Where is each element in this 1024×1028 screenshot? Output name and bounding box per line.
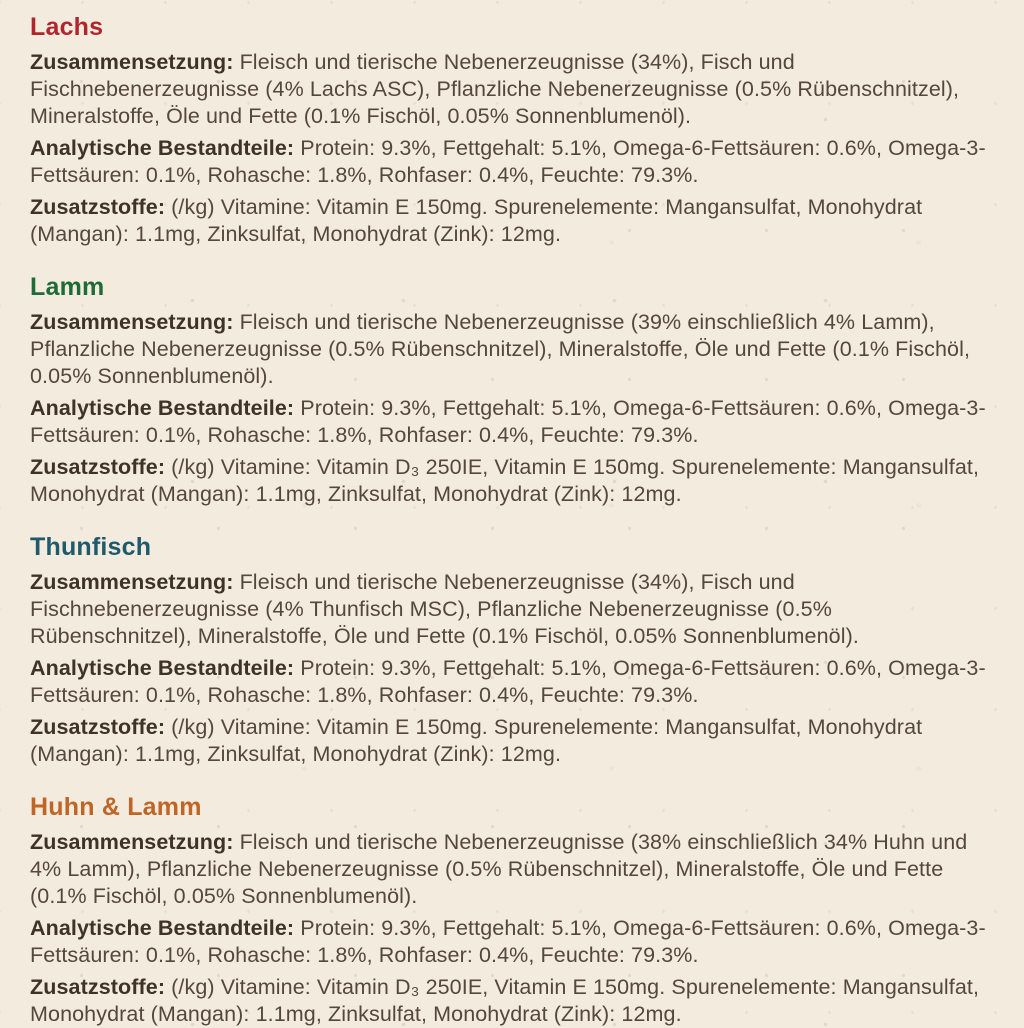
section-title-lamm: Lamm (30, 273, 105, 301)
composition-text: Fleisch und tierische Nebenerzeugnisse (34%), Fisch und Fischnebenerzeugnisse (4% Lachs ASC), Pflanzliche Nebenerzeugnisse (0.5% Rübenschnitzel), Mineralstoffe, Öle und Fette (0.1% Fischöl, 0.05% Sonnenblumenöl). (30, 50, 960, 128)
analytical-constituents-label: Analytische Bestandteile: (30, 136, 295, 160)
section-title-lachs: Lachs (30, 13, 104, 41)
analytical-constituents-text: Protein: 9.3%, Fettgehalt: 5.1%, Omega-6-Fettsäuren: 0.6%, Omega-3-Fettsäuren: 0.1%, Rohasche: 1.8%, Rohfaser: 0.4%, Feuchte: 79.3%. (30, 656, 986, 707)
additives-text: (/kg) Vitamine: Vitamin D₃ 250IE, Vitamin E 150mg. Spurenelemente: Mangansulfat, Monohydrat (Mangan): 1.1mg, Zinksulfat, Monohydrat (Zink): 12mg. (30, 455, 980, 506)
composition-text: Fleisch und tierische Nebenerzeugnisse (38% einschließlich 34% Huhn und 4% Lamm), Pflanzliche Nebenerzeugnisse (0.5% Rübenschnitzel), Mineralstoffe, Öle und Fette (0.1% Fischöl, 0.05% Sonnenblumenöl). (30, 830, 968, 908)
additives-paragraph (30, 194, 990, 248)
composition-label: Zusammensetzung: (30, 570, 234, 594)
analytical-constituents-paragraph (30, 135, 990, 189)
section-lachs (30, 12, 990, 248)
composition-text: Fleisch und tierische Nebenerzeugnisse (34%), Fisch und Fischnebenerzeugnisse (4% Thunfisch MSC), Pflanzliche Nebenerzeugnisse (0.5% Rübenschnitzel), Mineralstoffe, Öle und Fette (0.1% Fischöl, 0.05% Sonnenblumenöl). (30, 570, 859, 648)
composition-paragraph (30, 309, 990, 390)
additives-label: Zusatzstoffe: (30, 975, 166, 999)
section-huhn-lamm (30, 792, 990, 1028)
analytical-constituents-paragraph (30, 655, 990, 709)
analytical-constituents-label: Analytische Bestandteile: (30, 916, 295, 940)
analytical-constituents-label: Analytische Bestandteile: (30, 396, 295, 420)
composition-label: Zusammensetzung: (30, 310, 234, 334)
section-title-thunfisch: Thunfisch (30, 533, 152, 561)
section-lamm (30, 272, 990, 508)
additives-label: Zusatzstoffe: (30, 455, 166, 479)
additives-text: (/kg) Vitamine: Vitamin E 150mg. Spurenelemente: Mangansulfat, Monohydrat (Mangan): 1.1mg, Zinksulfat, Monohydrat (Zink): 12mg. (30, 715, 923, 766)
additives-paragraph (30, 454, 990, 508)
additives-text: (/kg) Vitamine: Vitamin D₃ 250IE, Vitamin E 150mg. Spurenelemente: Mangansulfat, Monohydrat (Mangan): 1.1mg, Zinksulfat, Monohydrat (Zink): 12mg. (30, 975, 980, 1026)
analytical-constituents-text: Protein: 9.3%, Fettgehalt: 5.1%, Omega-6-Fettsäuren: 0.6%, Omega-3-Fettsäuren: 0.1%, Rohasche: 1.8%, Rohfaser: 0.4%, Feuchte: 79.3%. (30, 136, 986, 187)
additives-text: (/kg) Vitamine: Vitamin E 150mg. Spurenelemente: Mangansulfat, Monohydrat (Mangan): 1.1mg, Zinksulfat, Monohydrat (Zink): 12mg. (30, 195, 923, 246)
analytical-constituents-label: Analytische Bestandteile: (30, 656, 295, 680)
composition-label: Zusammensetzung: (30, 830, 234, 854)
section-title-huhn-lamm: Huhn & Lamm (30, 793, 202, 821)
additives-label: Zusatzstoffe: (30, 715, 166, 739)
analytical-constituents-paragraph (30, 915, 990, 969)
analytical-constituents-text: Protein: 9.3%, Fettgehalt: 5.1%, Omega-6-Fettsäuren: 0.6%, Omega-3-Fettsäuren: 0.1%, Rohasche: 1.8%, Rohfaser: 0.4%, Feuchte: 79.3%. (30, 396, 986, 447)
analytical-constituents-paragraph (30, 395, 990, 449)
additives-label: Zusatzstoffe: (30, 195, 166, 219)
additives-paragraph (30, 714, 990, 768)
section-thunfisch (30, 532, 990, 768)
composition-paragraph (30, 49, 990, 130)
composition-paragraph (30, 829, 990, 910)
composition-text: Fleisch und tierische Nebenerzeugnisse (39% einschließlich 4% Lamm), Pflanzliche Nebenerzeugnisse (0.5% Rübenschnitzel), Mineralstoffe, Öle und Fette (0.1% Fischöl, 0.05% Sonnenblumenöl). (30, 310, 971, 388)
composition-label: Zusammensetzung: (30, 50, 234, 74)
composition-paragraph (30, 569, 990, 650)
additives-paragraph (30, 974, 990, 1028)
analytical-constituents-text: Protein: 9.3%, Fettgehalt: 5.1%, Omega-6-Fettsäuren: 0.6%, Omega-3-Fettsäuren: 0.1%, Rohasche: 1.8%, Rohfaser: 0.4%, Feuchte: 79.3%. (30, 916, 986, 967)
